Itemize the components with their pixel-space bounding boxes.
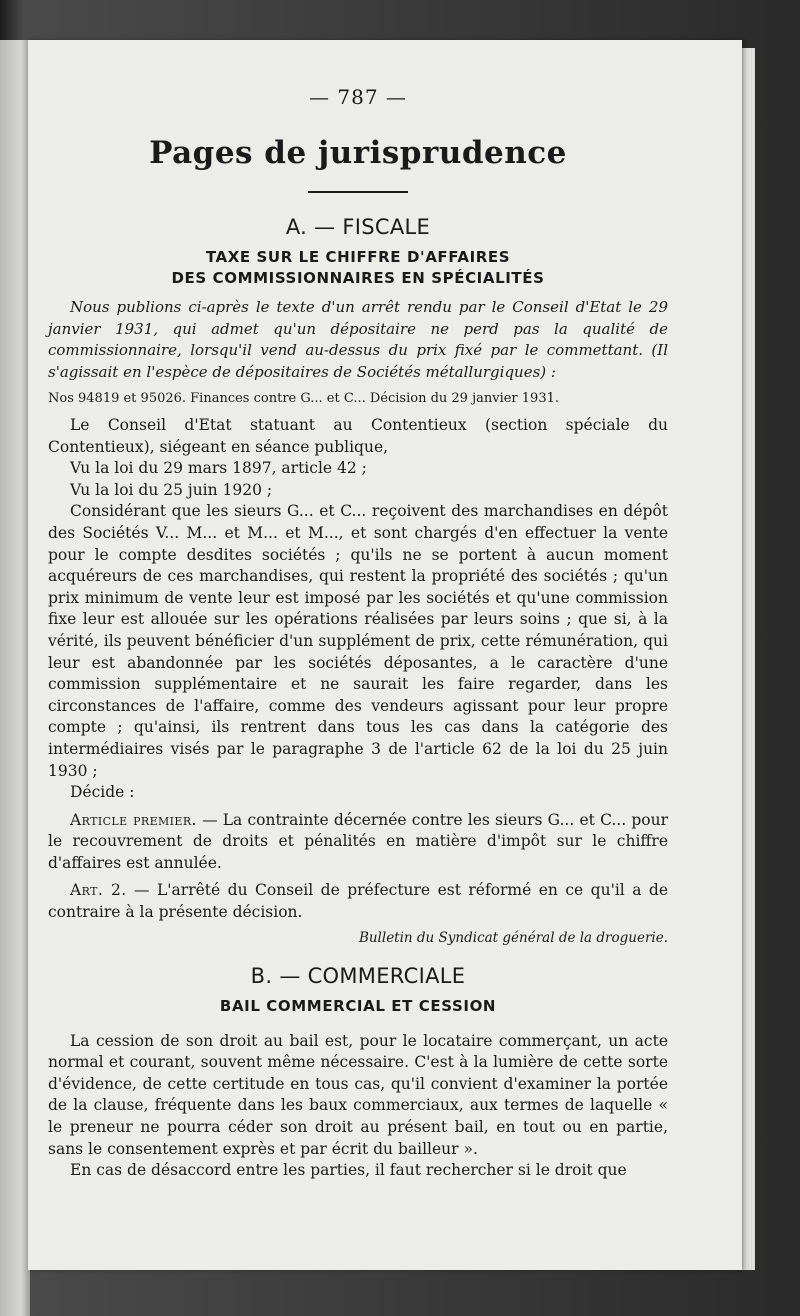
source-citation: Bulletin du Syndicat général de la droguerie.: [358, 929, 668, 946]
section-b-paragraph: La cession de son droit au bail est, pour le locataire commerçant, un acte normal et courant, souvent même nécessaire. C'est à la lumière de cette sorte d'évidence, de cette certitude en tous cas, qu'il convient d'examiner la portée de la clause, fréquente dans les baux commerciaux, aux termes de laquelle « le preneur ne pourra céder son droit au présent bail, en tout ou en partie, sans le consentement exprès et par écrit du bailleur ».: [48, 1031, 668, 1158]
left-page-edge: [0, 40, 30, 1316]
section-a-subheading-line1: TAXE SUR LE CHIFFRE D'AFFAIRES: [205, 248, 511, 266]
decision-paragraph: Le Conseil d'Etat statuant au Contentieux (section spéciale du Contentieux), siégeant en séance publique,: [48, 416, 668, 456]
article-1-label: Article premier.: [70, 810, 197, 829]
decision-paragraph: Décide :: [70, 783, 135, 802]
decision-reference: Nos 94819 et 95026. Finances contre G... et C... Décision du 29 janvier 1931.: [48, 391, 559, 406]
page-title: Pages de jurisprudence: [149, 135, 567, 171]
article-2-text: — L'arrêté du Conseil de préfecture est réformé en ce qu'il a de contraire à la présente décision.: [48, 881, 668, 922]
article-1-text: — La contrainte décernée contre les sieurs G... et C... pour le recouvrement de droits et pénalités en matière d'impôt sur le chiffre d'affaires est annulée.: [48, 810, 668, 872]
document-page: [28, 40, 742, 1270]
decision-paragraph: Considérant que les sieurs G... et C... reçoivent des marchandises en dépôt des Sociétés V... M... et M... et M..., et sont chargés d'en effectuer la vente pour le compte desdites sociétés ; qu'ils ne se portent à aucun moment acquéreurs de ces marchandises, qui restent la propriété des sociétés ; qu'un prix minimum de vente leur est imposé par les sociétés et qu'une commission fixe leur est allouée sur les opérations réalisées par leurs soins ; que si, à la vérité, ils peuvent bénéficier d'un supplément de prix, cette rémunération, qui leur est abandonnée par les sociétés déposantes, a le caractère d'une commission supplémentaire et ne saurait les faire regarder, dans les circonstances de l'affaire, comme des vendeurs agissant pour leur propre compte ; qu'ainsi, ils rentrent dans tous les cas dans la catégorie des intermédiaires visés par le paragraphe 3 de l'article 62 de la loi du 25 juin 1930 ;: [48, 502, 668, 780]
decision-paragraph: Vu la loi du 29 mars 1897, article 42 ;: [70, 459, 367, 478]
page-number: — 787 —: [309, 85, 407, 109]
section-a-subheading: [48, 247, 668, 289]
decision-paragraph: Vu la loi du 25 juin 1920 ;: [70, 480, 273, 499]
section-b-heading: B. — COMMERCIALE: [250, 963, 466, 988]
page-content: [48, 85, 668, 1182]
article-2-label: Art. 2.: [70, 881, 127, 900]
section-b-subheading: BAIL COMMERCIAL ET CESSION: [219, 996, 497, 1015]
section-b-paragraph: En cas de désaccord entre les parties, il faut rechercher si le droit que: [70, 1161, 627, 1180]
section-a-heading: A. — FISCALE: [285, 215, 431, 239]
section-a-subheading-line2: DES COMMISSIONNAIRES EN SPÉCIALITÉS: [171, 269, 545, 287]
section-a-intro: Nous publions ci-après le texte d'un arrêt rendu par le Conseil d'Etat le 29 janvier 1931, qui admet qu'un dépositaire ne perd pas la qualité de commissionnaire, lorsqu'il vend au-dessus du prix fixé par le commettant. (Il s'agissait en l'espèce de dépositaires de Sociétés métallurgiques) :: [48, 298, 668, 381]
title-rule: [308, 191, 408, 193]
article-1: [48, 810, 668, 875]
article-2: [48, 880, 668, 923]
